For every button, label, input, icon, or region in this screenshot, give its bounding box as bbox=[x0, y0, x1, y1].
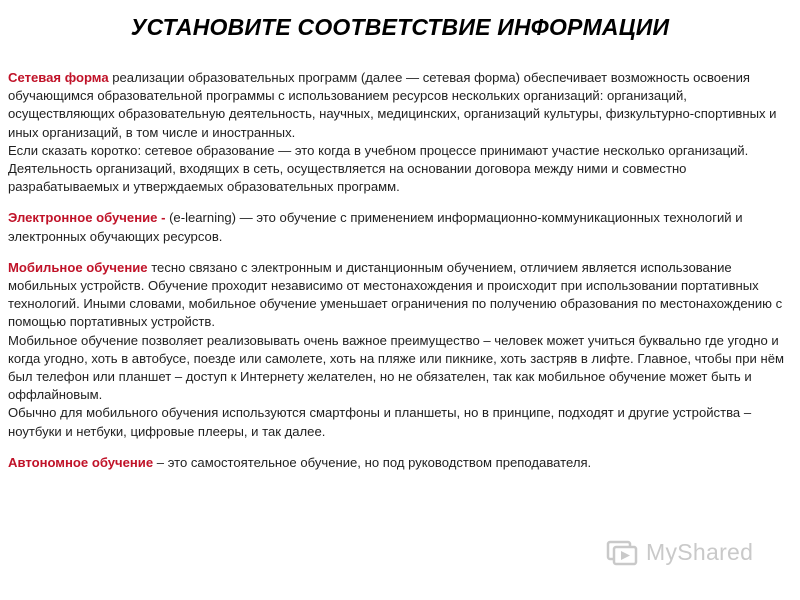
term-autonomous-learning: Автономное обучение bbox=[8, 454, 154, 470]
paragraph bbox=[8, 209, 792, 245]
paragraph: Обычно для мобильного обучения используются смартфоны и планшеты, но в принципе, подходят и другие устройства – ноутбуки и нетбуки, цифровые плееры, и так далее. bbox=[8, 405, 752, 439]
definition-text: (e-learning) — это обучение с применением информационно-коммуникационных технологий и электронных обучающих ресурсов. bbox=[8, 210, 743, 244]
myshared-watermark bbox=[606, 536, 766, 570]
definitions-content bbox=[8, 69, 792, 485]
definition-text: тесно связано с электронным и дистанционным обучением, отличием является использование мобильных устройств. Обучение проходит независимо от местонахождения и происходит при использовании портативных технологий. Иными словами, мобильное обучение уменьшает ограничения по получению образования по местонахождению с помощью портативных устройств. bbox=[8, 259, 783, 330]
definition-text: – это самостоятельное обучение, но под руководством преподавателя. bbox=[153, 454, 592, 470]
paragraph bbox=[8, 69, 792, 142]
watermark-text: MyShared bbox=[646, 539, 754, 565]
paragraph: Деятельность организаций, входящих в сеть, осуществляется на основании договора между ними и совместно разрабатываемых и утверждаемых образовательных программ. bbox=[8, 161, 687, 195]
paragraph: Мобильное обучение позволяет реализовывать очень важное преимущество – человек может учиться буквально где угодно и когда угодно, хоть в автобусе, поезде или самолете, хоть на пляже или пикнике, хоть застряв в лифте. Главное, чтобы при нём был телефон или планшет – доступ к Интернету желателен, но не обязателен, так как мобильное обучение может быть и оффлайновым. bbox=[8, 332, 784, 403]
term-e-learning: Электронное обучение - bbox=[8, 210, 166, 226]
myshared-logo-icon bbox=[606, 538, 640, 568]
paragraph bbox=[8, 454, 792, 472]
paragraph: Если сказать коротко: сетевое образование — это когда в учебном процессе принимают участие несколько организаций. bbox=[8, 142, 749, 158]
section-e-learning bbox=[8, 209, 792, 245]
section-autonomous-learning bbox=[8, 454, 792, 472]
section-network-form bbox=[8, 69, 792, 196]
term-mobile-learning: Мобильное обучение bbox=[8, 259, 148, 275]
definition-text: реализации образовательных программ (далее — сетевая форма) обеспечивает возможность освоения обучающимся образовательной программы с использованием ресурсов нескольких организаций: организаций, осуществляющих образовательную деятельность, научных, медицинских, организаций культуры, физкультурно-спортивных и иных организаций, в том числе и иностранных. bbox=[8, 70, 777, 140]
term-network-form: Сетевая форма bbox=[8, 70, 109, 85]
slide-title: УСТАНОВИТЕ СООТВЕТСТВИЕ ИНФОРМАЦИИ bbox=[130, 14, 670, 40]
paragraph bbox=[8, 259, 792, 332]
section-mobile-learning bbox=[8, 259, 792, 441]
